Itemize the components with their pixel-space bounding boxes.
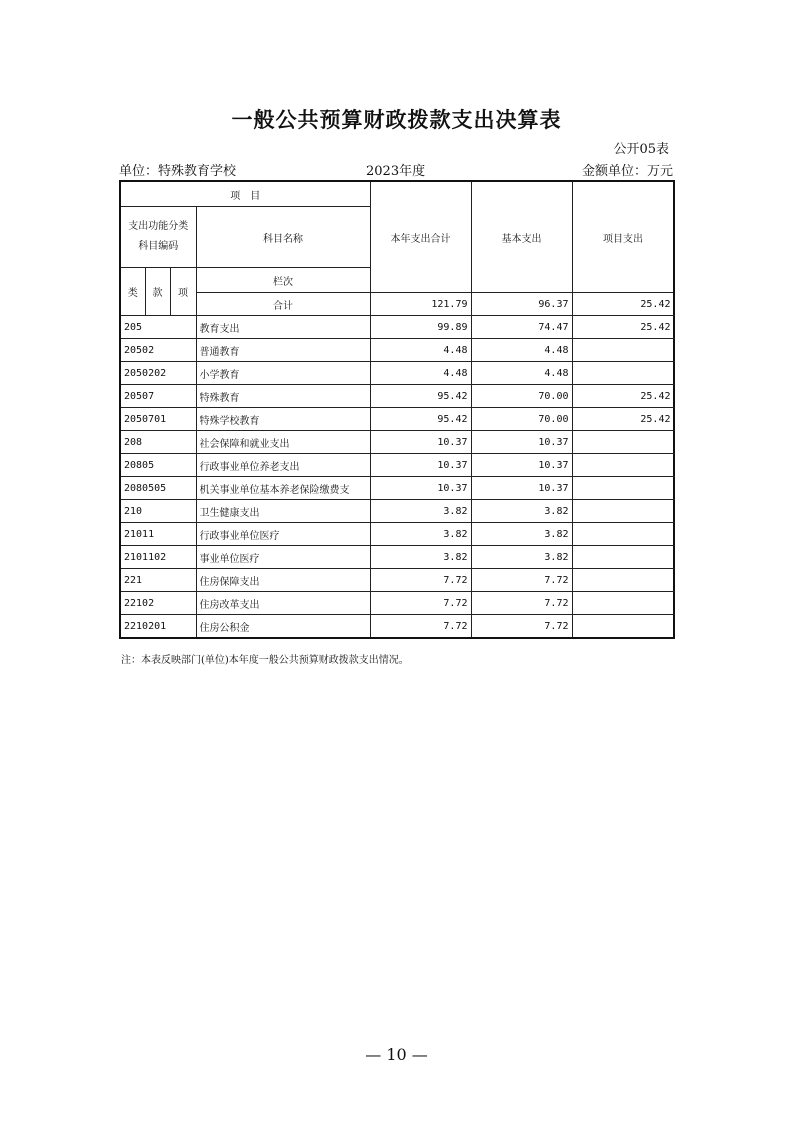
row-project	[572, 546, 674, 569]
row-basic: 3.82	[471, 500, 572, 523]
page-title: 一般公共预算财政拨款支出决算表	[231, 107, 562, 132]
row-code: 2050701	[120, 408, 196, 431]
row-project	[572, 454, 674, 477]
row-total: 3.82	[370, 523, 471, 546]
form-code: 公开05表	[613, 142, 669, 157]
header-item: 项 目	[120, 181, 370, 207]
header-func-class-label: 支出功能分类	[128, 221, 189, 232]
row-name: 教育支出	[196, 316, 370, 339]
row-name: 社会保障和就业支出	[196, 431, 370, 454]
table-row	[120, 408, 674, 431]
row-basic: 4.48	[471, 362, 572, 385]
row-name: 特殊学校教育	[196, 408, 370, 431]
table-row	[120, 339, 674, 362]
row-name: 行政事业单位养老支出	[196, 454, 370, 477]
table-row	[120, 569, 674, 592]
table-row	[120, 546, 674, 569]
header-kuan: 款	[145, 268, 170, 316]
row-basic: 3.82	[471, 523, 572, 546]
row-project: 25.42	[572, 316, 674, 339]
row-name: 机关事业单位基本养老保险缴费支	[196, 477, 370, 500]
header-col-project: 项目支出	[572, 181, 674, 293]
row-name: 事业单位医疗	[196, 546, 370, 569]
row-code: 20507	[120, 385, 196, 408]
row-total: 4.48	[370, 362, 471, 385]
row-code: 205	[120, 316, 196, 339]
table-row	[120, 431, 674, 454]
row-code: 208	[120, 431, 196, 454]
year-label: 2023年度	[366, 164, 426, 179]
row-name: 住房公积金	[196, 615, 370, 639]
row-code: 2101102	[120, 546, 196, 569]
table-row	[120, 592, 674, 615]
table-row	[120, 385, 674, 408]
row-project	[572, 523, 674, 546]
budget-table	[119, 180, 675, 639]
row-basic: 7.72	[471, 569, 572, 592]
row-project	[572, 431, 674, 454]
row-total: 10.37	[370, 477, 471, 500]
table-meta	[119, 160, 673, 178]
sum-basic: 96.37	[471, 293, 572, 316]
row-code: 21011	[120, 523, 196, 546]
row-code: 20502	[120, 339, 196, 362]
row-total: 7.72	[370, 615, 471, 639]
row-project	[572, 339, 674, 362]
row-project	[572, 477, 674, 500]
row-basic: 3.82	[471, 546, 572, 569]
row-basic: 7.72	[471, 592, 572, 615]
sum-project: 25.42	[572, 293, 674, 316]
row-name: 普通教育	[196, 339, 370, 362]
row-name: 卫生健康支出	[196, 500, 370, 523]
sum-total: 121.79	[370, 293, 471, 316]
page-number: — 10 —	[365, 1045, 428, 1064]
row-code: 2050202	[120, 362, 196, 385]
row-basic: 10.37	[471, 477, 572, 500]
row-basic: 10.37	[471, 431, 572, 454]
table-row	[120, 454, 674, 477]
table-row	[120, 362, 674, 385]
row-total: 4.48	[370, 339, 471, 362]
row-project	[572, 362, 674, 385]
table-row	[120, 615, 674, 639]
header-xiang: 项	[170, 268, 196, 316]
row-project: 25.42	[572, 385, 674, 408]
row-total: 95.42	[370, 408, 471, 431]
row-project	[572, 592, 674, 615]
header-col-basic: 基本支出	[471, 181, 572, 293]
header-row-index-label: 栏次	[196, 268, 370, 293]
unit-label: 单位：特殊教育学校	[119, 164, 237, 179]
row-total: 3.82	[370, 500, 471, 523]
row-basic: 74.47	[471, 316, 572, 339]
row-name: 住房保障支出	[196, 569, 370, 592]
header-col-total: 本年支出合计	[370, 181, 471, 293]
header-subject-name: 科目名称	[196, 207, 370, 268]
row-basic: 7.72	[471, 615, 572, 639]
row-total: 10.37	[370, 431, 471, 454]
row-name: 住房改革支出	[196, 592, 370, 615]
row-total: 10.37	[370, 454, 471, 477]
row-total: 95.42	[370, 385, 471, 408]
table-row	[120, 477, 674, 500]
row-basic: 70.00	[471, 385, 572, 408]
row-basic: 4.48	[471, 339, 572, 362]
row-code: 2080505	[120, 477, 196, 500]
row-total: 3.82	[370, 546, 471, 569]
row-code: 22102	[120, 592, 196, 615]
row-total: 99.89	[370, 316, 471, 339]
row-code: 221	[120, 569, 196, 592]
row-basic: 70.00	[471, 408, 572, 431]
table-note: 注：本表反映部门(单位)本年度一般公共预算财政拨款支出情况。	[121, 655, 409, 666]
header-subject-code-label: 科目编码	[138, 241, 179, 252]
table-row	[120, 316, 674, 339]
row-code: 20805	[120, 454, 196, 477]
row-name: 行政事业单位医疗	[196, 523, 370, 546]
row-name: 特殊教育	[196, 385, 370, 408]
sum-label: 合计	[196, 293, 370, 316]
table-row	[120, 523, 674, 546]
row-code: 2210201	[120, 615, 196, 639]
header-func-class	[120, 207, 196, 268]
row-total: 7.72	[370, 569, 471, 592]
row-basic: 10.37	[471, 454, 572, 477]
row-project	[572, 569, 674, 592]
header-lei: 类	[120, 268, 145, 316]
row-code: 210	[120, 500, 196, 523]
row-total: 7.72	[370, 592, 471, 615]
row-project	[572, 615, 674, 639]
row-project: 25.42	[572, 408, 674, 431]
amount-unit-label: 金额单位：万元	[581, 164, 673, 179]
row-project	[572, 500, 674, 523]
table-row	[120, 500, 674, 523]
row-name: 小学教育	[196, 362, 370, 385]
